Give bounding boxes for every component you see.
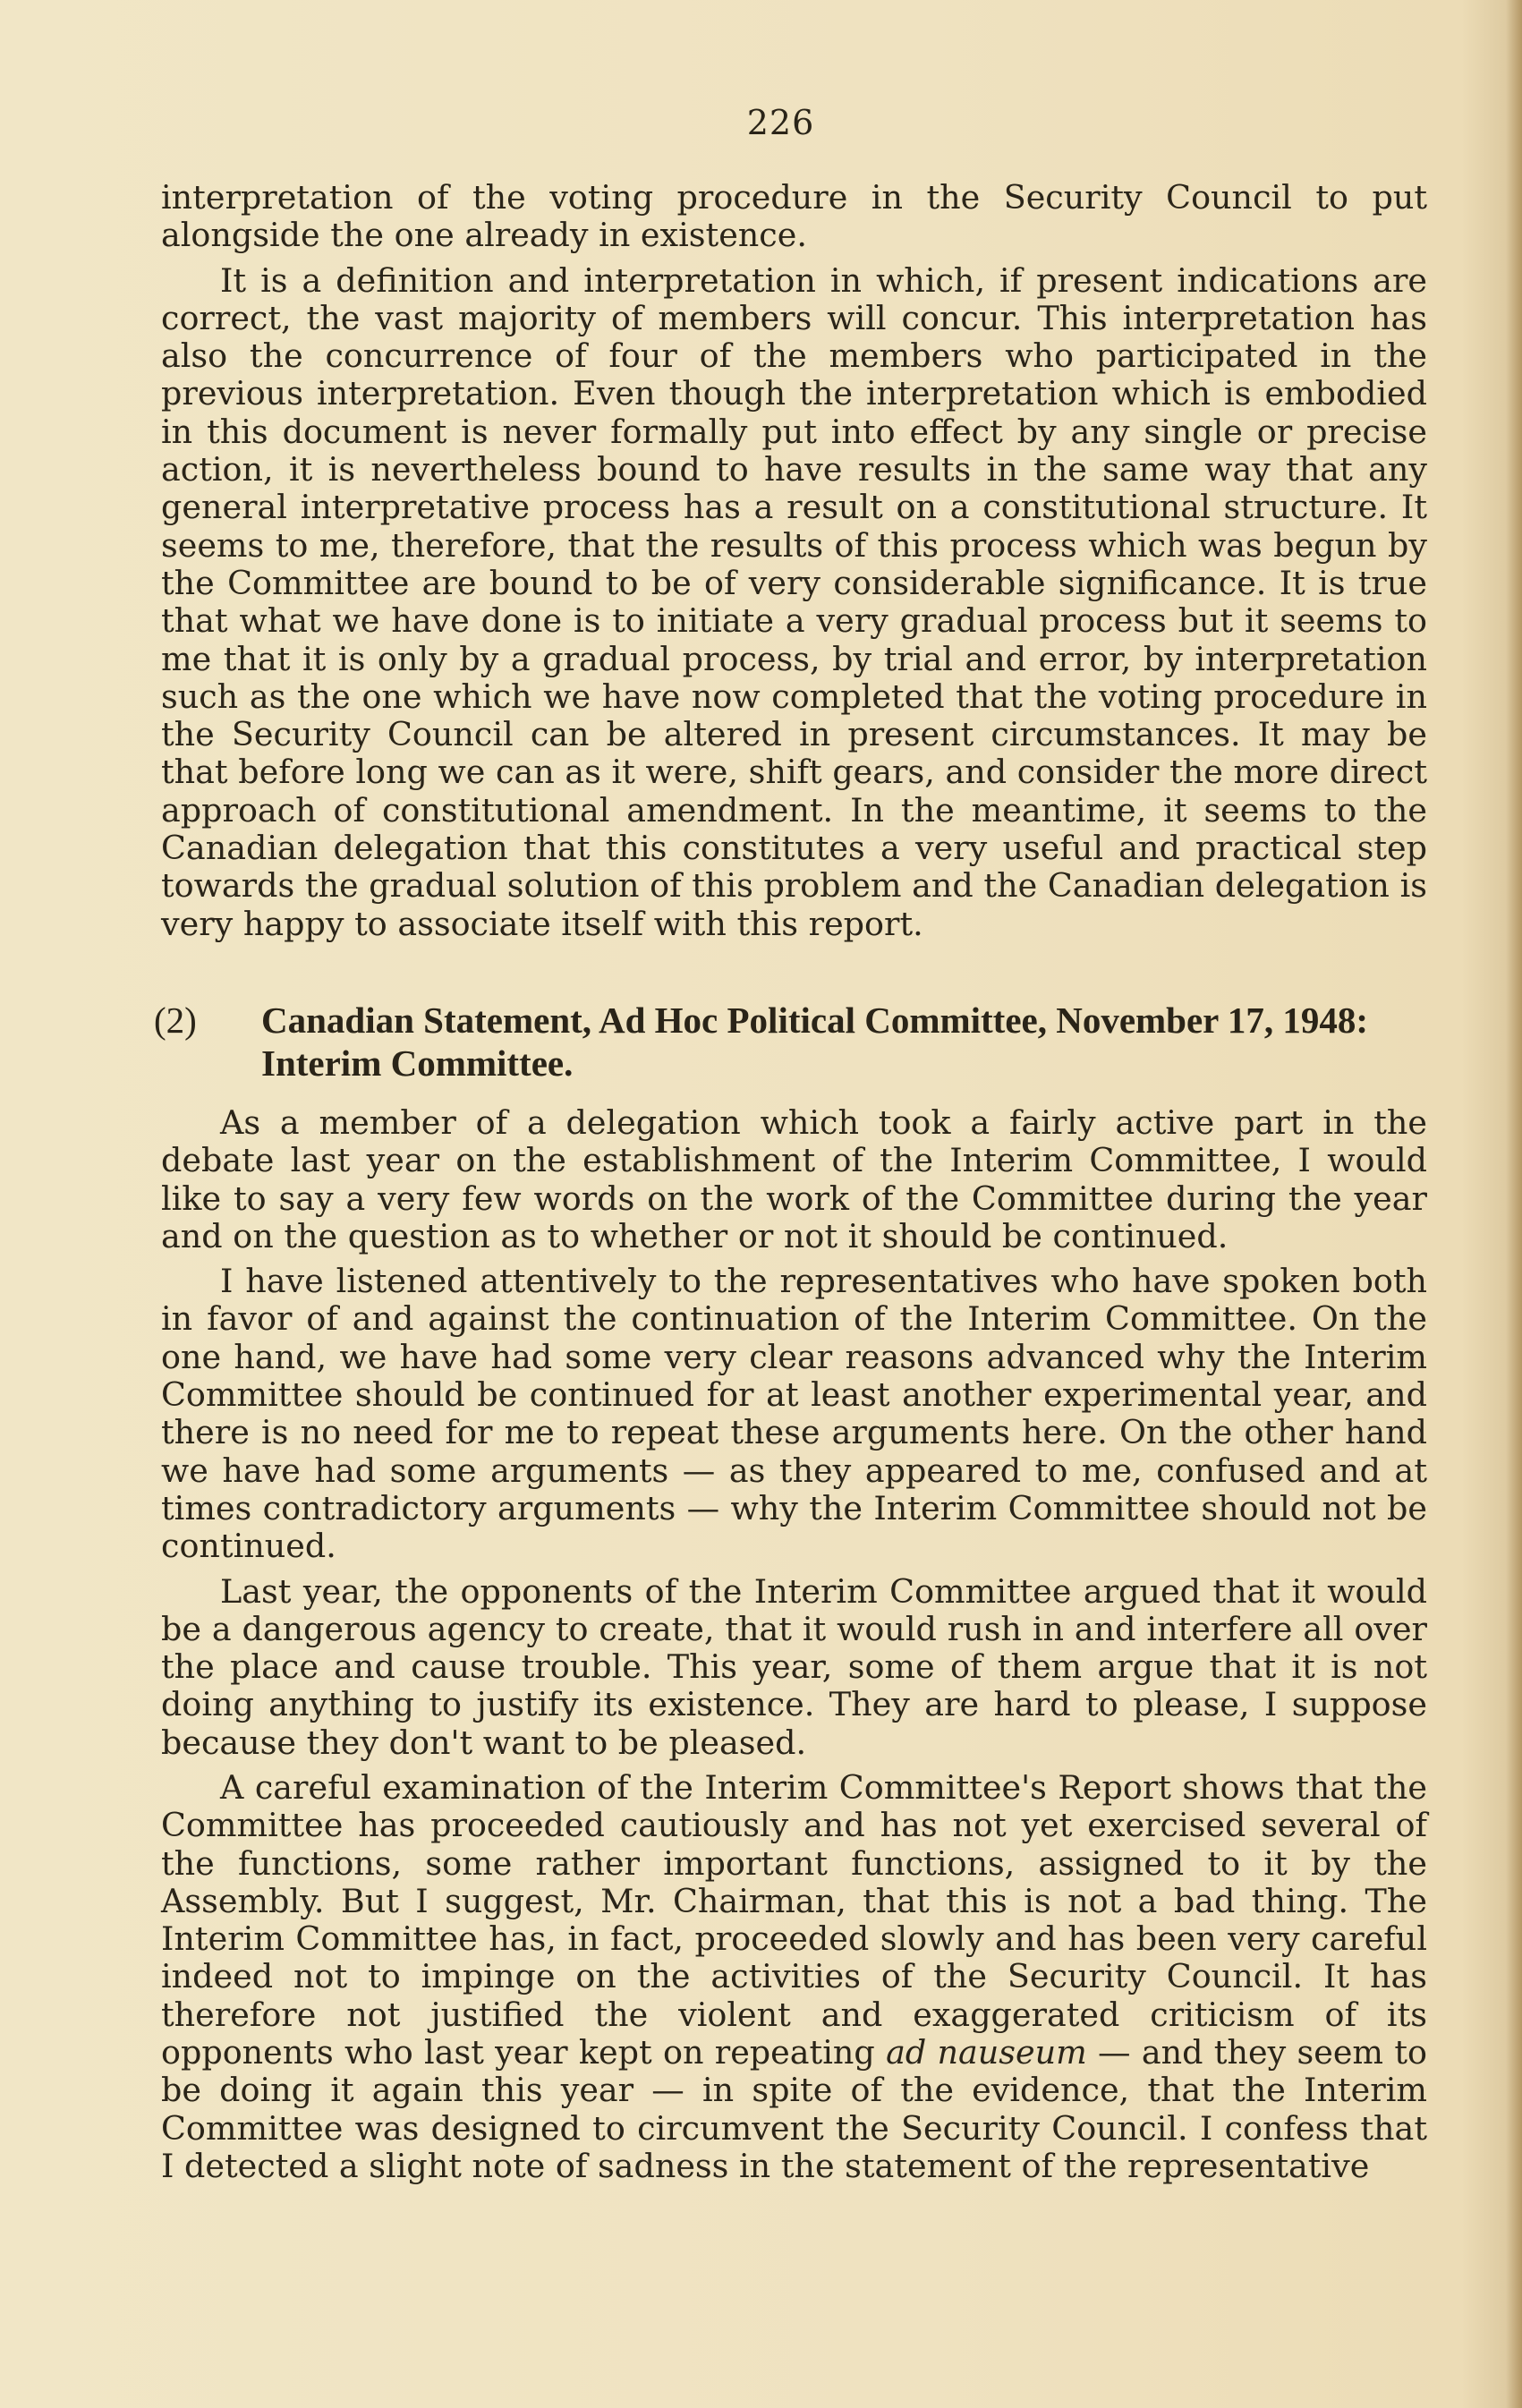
paragraph-continuation: interpretation of the voting procedure in the Security Council to put alongside the one already in existence. — [161, 178, 1427, 255]
paragraph-final — [161, 1769, 1427, 2185]
paragraph: It is a definition and interpretation in which, if present indications are correct, the vast majority of members will concur. This interpretation has also the concurrence of four of the members who participated in the previous interpretation. Even though the interpretation which is embodied in this document is never formally put into effect by any single or precise action, it is nevertheless bound to have results in the same way that any general interpretative process has a result on a constitutional structure. It seems to me, therefore, that the results of this process which was begun by the Committee are bound to be of very considerable significance. It is true that what we have done is to initiate a very gradual process but it seems to me that it is only by a gradual process, by trial and error, by interpretation such as the one which we have now completed that the voting procedure in the Security Council can be altered in present circumstances. It may be that before long we can as it were, shift gears, and consider the more direct approach of constitutional amendment. In the meantime, it seems to the Canadian delegation that this constitutes a very useful and practical step towards the gradual solution of this problem and the Canadian delegation is very happy to associate itself with this report. — [161, 260, 1427, 943]
paragraph-text-segment: A careful examination of the Interim Committee's Report shows that the Committee has proceeded cautiously and has not yet exercised several of the functions, some rather important functions, assigned to it by the Assembly. But I suggest, Mr. Chairman, that this is not a bad thing. The Interim Committee has, in fact, proceeded slowly and has been very careful indeed not to impinge on the activities of the Security Council. It has therefore not justified the violent and exaggerated criticism of its opponents who last year kept on repeating — [161, 1767, 1427, 2072]
paragraph: Last year, the opponents of the Interim Committee argued that it would be a dangerous agency to create, that it would rush in and interfere all over the place and cause trouble. This year, some of them argue that it is not doing anything to justify its existence. They are hard to please, I suppose because they don't want to be pleased. — [161, 1571, 1427, 1762]
italic-phrase: ad nauseum — [886, 2033, 1087, 2072]
section-heading — [154, 999, 1427, 1085]
page-body — [154, 178, 1427, 2192]
section-heading-text: Canadian Statement, Ad Hoc Political Committee, November 17, 1948: Interim Committee. — [261, 999, 1369, 1084]
page-number: 226 — [746, 103, 815, 142]
paragraph: As a member of a delegation which took a fairly active part in the debate last year on the establishment of the Interim Committee, I would like to say a very few words on the work of the Committee during the year and on the question as to whether or not it should be continued. — [161, 1102, 1427, 1255]
page-edge-shadow — [1506, 0, 1522, 2408]
paragraph-text-segment: — and they seem to be doing it again this year — in spite of the evidence, that the Interim Committee was designed to circumvent the Security Council. I confess that I detected a slight note of sadness in the statement of the representative — [161, 2033, 1427, 2185]
paragraph: I have listened attentively to the representatives who have spoken both in favor of and against the continuation of the Interim Committee. On the one hand, we have had some very clear reasons advanced why the Interim Committee should be continued for at least another experimental year, and there is no need for me to repeat these arguments here. On the other hand we have had some arguments — as they appeared to me, confused and at times contradictory arguments — why the Interim Committee should not be continued. — [161, 1262, 1427, 1566]
section-heading-number: (2) — [154, 999, 197, 1041]
